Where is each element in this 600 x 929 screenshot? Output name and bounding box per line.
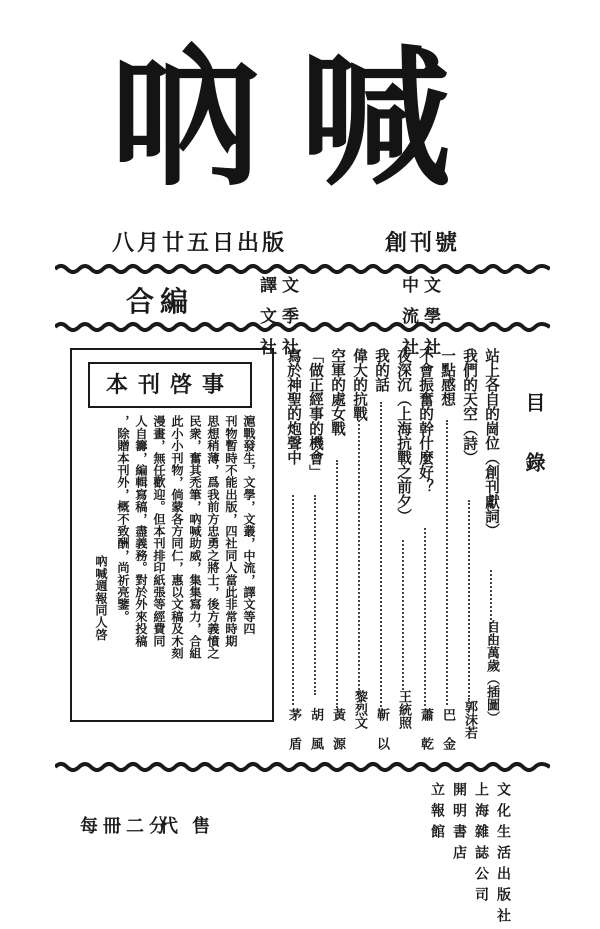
toc-item-5-title: 夜深沉（上海抗戰之前夕） xyxy=(395,348,412,524)
notice-line-5: 此小小刊物，倘蒙各方同仁，惠以文稿及木刻 xyxy=(170,415,184,659)
wavy-divider-bottom xyxy=(55,760,550,774)
toc-item-2-author: 郭沫若 xyxy=(462,700,477,739)
notice-line-1: 滬戰發生，文學，文叢，中流，譯文等四 xyxy=(242,415,256,635)
toc-item-7-author: 黎烈文 xyxy=(352,690,367,729)
toc-item-7-title: 偉大的抗戰 xyxy=(351,348,368,421)
org-zhongliu: 中流社 xyxy=(398,276,418,369)
toc-item-9-title: 「做正經事的機會」 xyxy=(307,348,324,480)
price: 每冊二分 xyxy=(80,816,172,837)
distributor-1: 文化生活出版社 xyxy=(495,782,511,929)
publication-date: 八月廿五日出版 xyxy=(112,230,288,256)
wavy-divider-middle xyxy=(55,320,550,334)
editor-label: 合編 xyxy=(126,285,195,318)
toc-item-4-title: 不會振奮的幹什麼好？ xyxy=(417,348,434,494)
toc-item-10-title: 寫於神聖的炮聲中 xyxy=(285,348,302,465)
org-wenji: 文季社 xyxy=(278,276,298,369)
toc-item-2-title: 我們的天空（詩） xyxy=(461,348,478,465)
toc-item-8-title: 空軍的處女戰 xyxy=(329,348,346,436)
masthead-title: 吶喊 xyxy=(109,33,490,207)
notice-line-6: 漫畫，無任歡迎。但本刊排印紙張等經費同 xyxy=(152,415,166,647)
notice-title: 本刊啓事 xyxy=(88,362,252,408)
wavy-divider-top xyxy=(55,262,550,276)
toc-item-5-author: 王統照 xyxy=(396,690,411,729)
notice-line-4: 民衆，奮其禿筆，吶喊助威，集集寫力，合組 xyxy=(188,415,202,659)
toc-item-1-title: 站上各自的崗位（創刊獻詞） xyxy=(483,348,500,538)
distributors-label: 代售 xyxy=(160,816,224,837)
toc-leader xyxy=(402,540,404,690)
toc-leader xyxy=(358,420,360,690)
toc-leader xyxy=(292,495,294,705)
toc-item-4-author: 蕭乾 xyxy=(418,708,433,766)
issue-label: 創刊號 xyxy=(385,230,461,256)
toc-leader xyxy=(314,495,316,695)
contents-heading: 目錄 xyxy=(522,392,546,512)
toc-item-8-author: 黃源 xyxy=(330,708,345,766)
org-yiwen: 譯文社 xyxy=(256,276,276,369)
notice-line-7: 人自籌，編輯寫稿，盡義務。對於外來投稿 xyxy=(134,415,148,647)
org-wenxue: 文學社 xyxy=(420,276,440,369)
toc-item-10-author: 茅盾 xyxy=(286,708,301,766)
notice-line-3: 思想稍薄，爲我前方忠勇之將士，後方義憤之 xyxy=(206,415,220,659)
notice-line-2: 刊物暫時不能出版，四社同人當此非常時期 xyxy=(224,415,238,647)
toc-leader xyxy=(446,420,448,705)
toc-leader xyxy=(380,402,382,707)
toc-illustration: 自由萬歲（插圖） xyxy=(484,620,499,724)
distributor-3: 開明書店 xyxy=(451,782,467,866)
notice-line-8: ，除贈本刊外，概不致酬，尚祈亮鑒。 xyxy=(116,415,130,623)
notice-signature: 吶喊週報同人啓 xyxy=(94,555,108,641)
distributor-2: 上海雜誌公司 xyxy=(473,782,489,908)
toc-leader xyxy=(424,528,426,706)
distributor-4: 立報館 xyxy=(429,782,445,845)
toc-leader xyxy=(336,460,338,708)
toc-item-3-author: 巴金 xyxy=(440,708,455,766)
toc-item-6-title: 我的話 xyxy=(373,348,390,392)
toc-item-6-author: 靳以 xyxy=(374,708,389,766)
toc-item-3-title: 一點感想 xyxy=(439,348,456,407)
toc-leader xyxy=(468,500,470,700)
toc-item-9-author: 胡風 xyxy=(308,708,323,766)
